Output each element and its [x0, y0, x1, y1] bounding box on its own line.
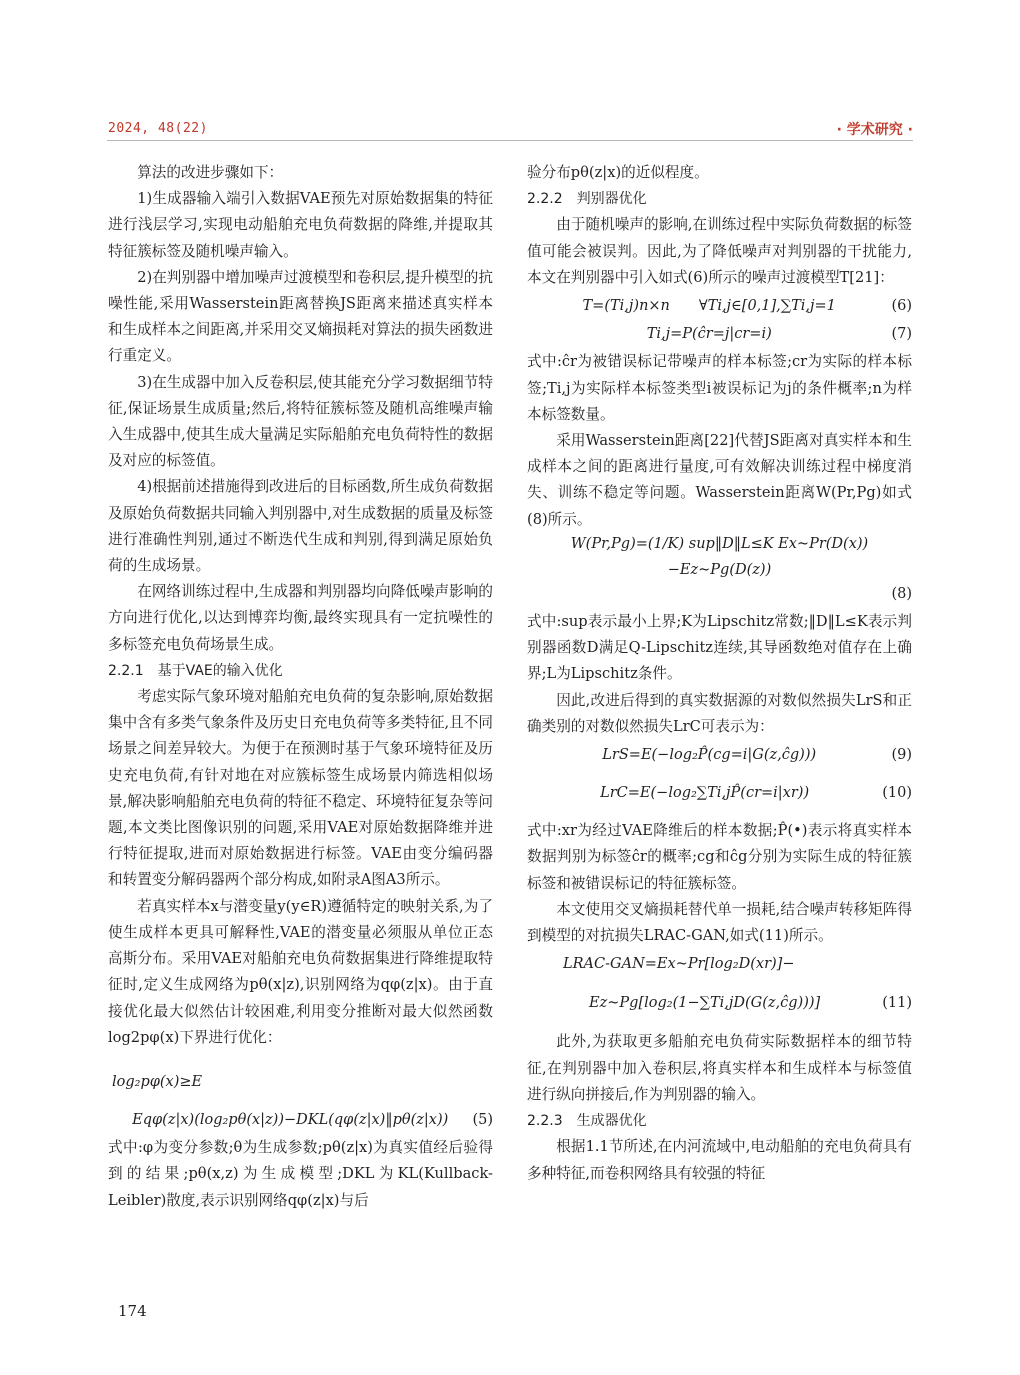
equation-5-line-1 — [108, 1059, 493, 1105]
equation-text: Ez~Pg[log₂(1−∑Ti,jD(G(z,ĉg)))] — [589, 995, 821, 1012]
equation-number: (5) — [472, 1111, 493, 1128]
equation-number: (10) — [882, 785, 912, 802]
equation-text: W(Pr,Pg)=(1/K) sup‖D‖L≤K Ex~Pr(D(x))−Ez~Pg(D(z)) — [570, 535, 869, 578]
section-heading-2-2-3: 2.2.3 生成器优化 — [527, 1113, 647, 1130]
equation-11-line-2 — [527, 979, 912, 1027]
paragraph: 考虑实际气象环境对船舶充电负荷的复杂影响,原始数据集中含有多类气象条件及历史日充电负荷等多类特征,且不同场景之间差异较大。为便于在预测时基于气象环境特征及历史充电负荷,有针对地在对应簇标签生成场景内筛选相似场景,解决影响船舶充电负荷的特征不稳定、环境特征复杂等问题,本文类比图像识别的问题,采用VAE对原始数据降维并进行特征提取,进而对原始数据进行标签。VAE由变分编码器和转置变分解码器两个部分构成,如附录A图A3所示。 — [108, 688, 493, 889]
journal-issue: 2024, 48(22) — [108, 121, 208, 136]
equation-8 — [527, 535, 912, 579]
equation-number: (9) — [891, 747, 912, 764]
paragraph: 式中:ĉr为被错误标记带噪声的样本标签;cr为实际的样本标签;Ti,j为实际样本标签类型i被误标记为j的条件概率;n为样本标签数量。 — [527, 353, 912, 423]
equation-text: LRAC-GAN=Ex~Pr[log₂D(xr)]− — [563, 956, 795, 973]
paragraph: 3)在生成器中加入反卷积层,使其能充分学习数据细节特征,保证场景生成质量;然后,将特征簇标签及随机高维噪声输入生成器中,使其生成大量满足实际船舶充电负荷特性的数据及对应的标签值。 — [108, 373, 493, 470]
paragraph: 本文使用交叉熵损耗替代单一损耗,结合噪声转移矩阵得到模型的对抗损失LRAC-GAN,如式(11)所示。 — [527, 900, 912, 945]
paragraph: 由于随机噪声的影响,在训练过程中实际负荷数据的标签值可能会被误判。因此,为了降低噪声对判别器的干扰能力,本文在判别器中引入如式(6)所示的噪声过渡模型T[21]： — [527, 216, 912, 286]
equation-number: (11) — [882, 995, 912, 1012]
equation-10 — [527, 770, 912, 816]
paragraph: 因此,改进后得到的真实数据源的对数似然损失LrS和正确类别的对数似然损失LrC可表示为： — [527, 691, 912, 735]
equation-text: Eqφ(z|x)(log₂pθ(x|z))−DKL(qφ(z|x)‖pθ(z|x)) — [132, 1111, 449, 1128]
paragraph: 式中:sup表示最小上界;K为Lipschitz常数;‖D‖L≤K表示判别器函数D满足Q-Lipschitz连续,其导函数绝对值存在上确界;L为Lipschitz条件。 — [527, 613, 912, 683]
paragraph: 2)在判别器中增加噪声过渡模型和卷积层,提升模型的抗噪性能,采用Wasserstein距离替换JS距离来描述真实样本和生成样本之间距离,并采用交叉熵损耗对算法的损失函数进行重定义。 — [108, 268, 493, 365]
equation-text: LrC=E(−log₂∑Ti,jP̂(cr=i|xr)) — [600, 785, 810, 802]
left-column — [108, 160, 493, 1214]
equation-5-line-2 — [108, 1107, 493, 1133]
paragraph: 1)生成器输入端引入数据VAE预先对原始数据集的特征进行浅层学习,实现电动船舶充电负荷数据的降维,并提取其特征簇标签及随机噪声输入。 — [108, 190, 493, 260]
equation-8-number-line — [527, 581, 912, 607]
section-heading-2-2-2: 2.2.2 判别器优化 — [527, 191, 647, 208]
equation-6 — [527, 293, 912, 319]
paragraph: 根据1.1节所述,在内河流域中,电动船舶的充电负荷具有多种特征,而卷积网络具有较强的特征 — [527, 1138, 912, 1182]
paragraph: 算法的改进步骤如下： — [137, 164, 284, 181]
paragraph: 式中:φ为变分参数;θ为生成参数;pθ(z|x)为真实值经后验得到的结果;pθ(x,z)为生成模型;DKL为KL(Kullback-Leibler)散度,表示识别网络qφ(z|x)与后 — [108, 1139, 493, 1209]
equation-number: (8) — [891, 585, 912, 602]
paragraph: 若真实样本x与潜变量y(y∈R)遵循特定的映射关系,为了使生成样本更具可解释性,VAE的潜变量必须服从单位正态高斯分布。采用VAE对船舶充电负荷数据集进行降维提取特征时,定义生成网络为pθ(x|z),识别网络为qφ(z|x)。由于直接优化最大似然估计较困难,利用变分推断对最大似然函数log2pφ(x)下界进行优化： — [108, 897, 493, 1046]
section-heading-2-2-1: 2.2.1 基于VAE的输入优化 — [108, 662, 283, 679]
paragraph: 式中:xr为经过VAE降维后的样本数据;P̂(•)表示将真实样本数据判别为标签ĉr的概率;cg和ĉg分别为实际生成的特征簇标签和被错误标记的特征簇标签。 — [527, 822, 912, 892]
equation-number: (7) — [891, 326, 912, 343]
paragraph: 采用Wasserstein距离[22]代替JS距离对真实样本和生成样本之间的距离进行量度,可有效解决训练过程中梯度消失、训练不稳定等问题。Wasserstein距离W(Pr,Pg)如式(8)所示。 — [527, 432, 912, 528]
section-label: · 学术研究 · — [836, 122, 913, 138]
equation-11-line-1 — [527, 951, 912, 977]
header-rule — [107, 140, 913, 141]
paragraph: 4)根据前述措施得到改进后的目标函数,所生成负荷数据及原始负荷数据共同输入判别器中,对生成数据的质量及标签进行准确性判别,通过不断迭代生成和判别,得到满足原始负荷的生成场景。 — [108, 478, 493, 575]
page-number: 174 — [118, 1302, 147, 1320]
equation-number: (6) — [891, 298, 912, 315]
paragraph: 此外,为获取更多船舶充电负荷实际数据样本的细节特征,在判别器中加入卷积层,将真实样本和生成样本与标签值进行纵向拼接后,作为判别器的输入。 — [527, 1033, 912, 1103]
equation-text: log₂pφ(x)≥E — [112, 1073, 203, 1090]
equation-text: T=(Ti,j)n×n ∀Ti,j∈[0,1],∑Ti,j=1 — [582, 298, 836, 315]
equation-9 — [527, 742, 912, 768]
right-column — [527, 160, 912, 1187]
paragraph: 验分布pθ(z|x)的近似程度。 — [527, 164, 709, 181]
equation-7 — [527, 321, 912, 347]
equation-text: Ti,j=P(ĉr=j|cr=i) — [646, 326, 772, 343]
paragraph: 在网络训练过程中,生成器和判别器均向降低噪声影响的方向进行优化,以达到博弈均衡,最终实现具有一定抗噪性的多标签充电负荷场景生成。 — [108, 583, 493, 653]
equation-text: LrS=E(−log₂P̂(cg=i|G(z,ĉg))) — [602, 747, 817, 764]
